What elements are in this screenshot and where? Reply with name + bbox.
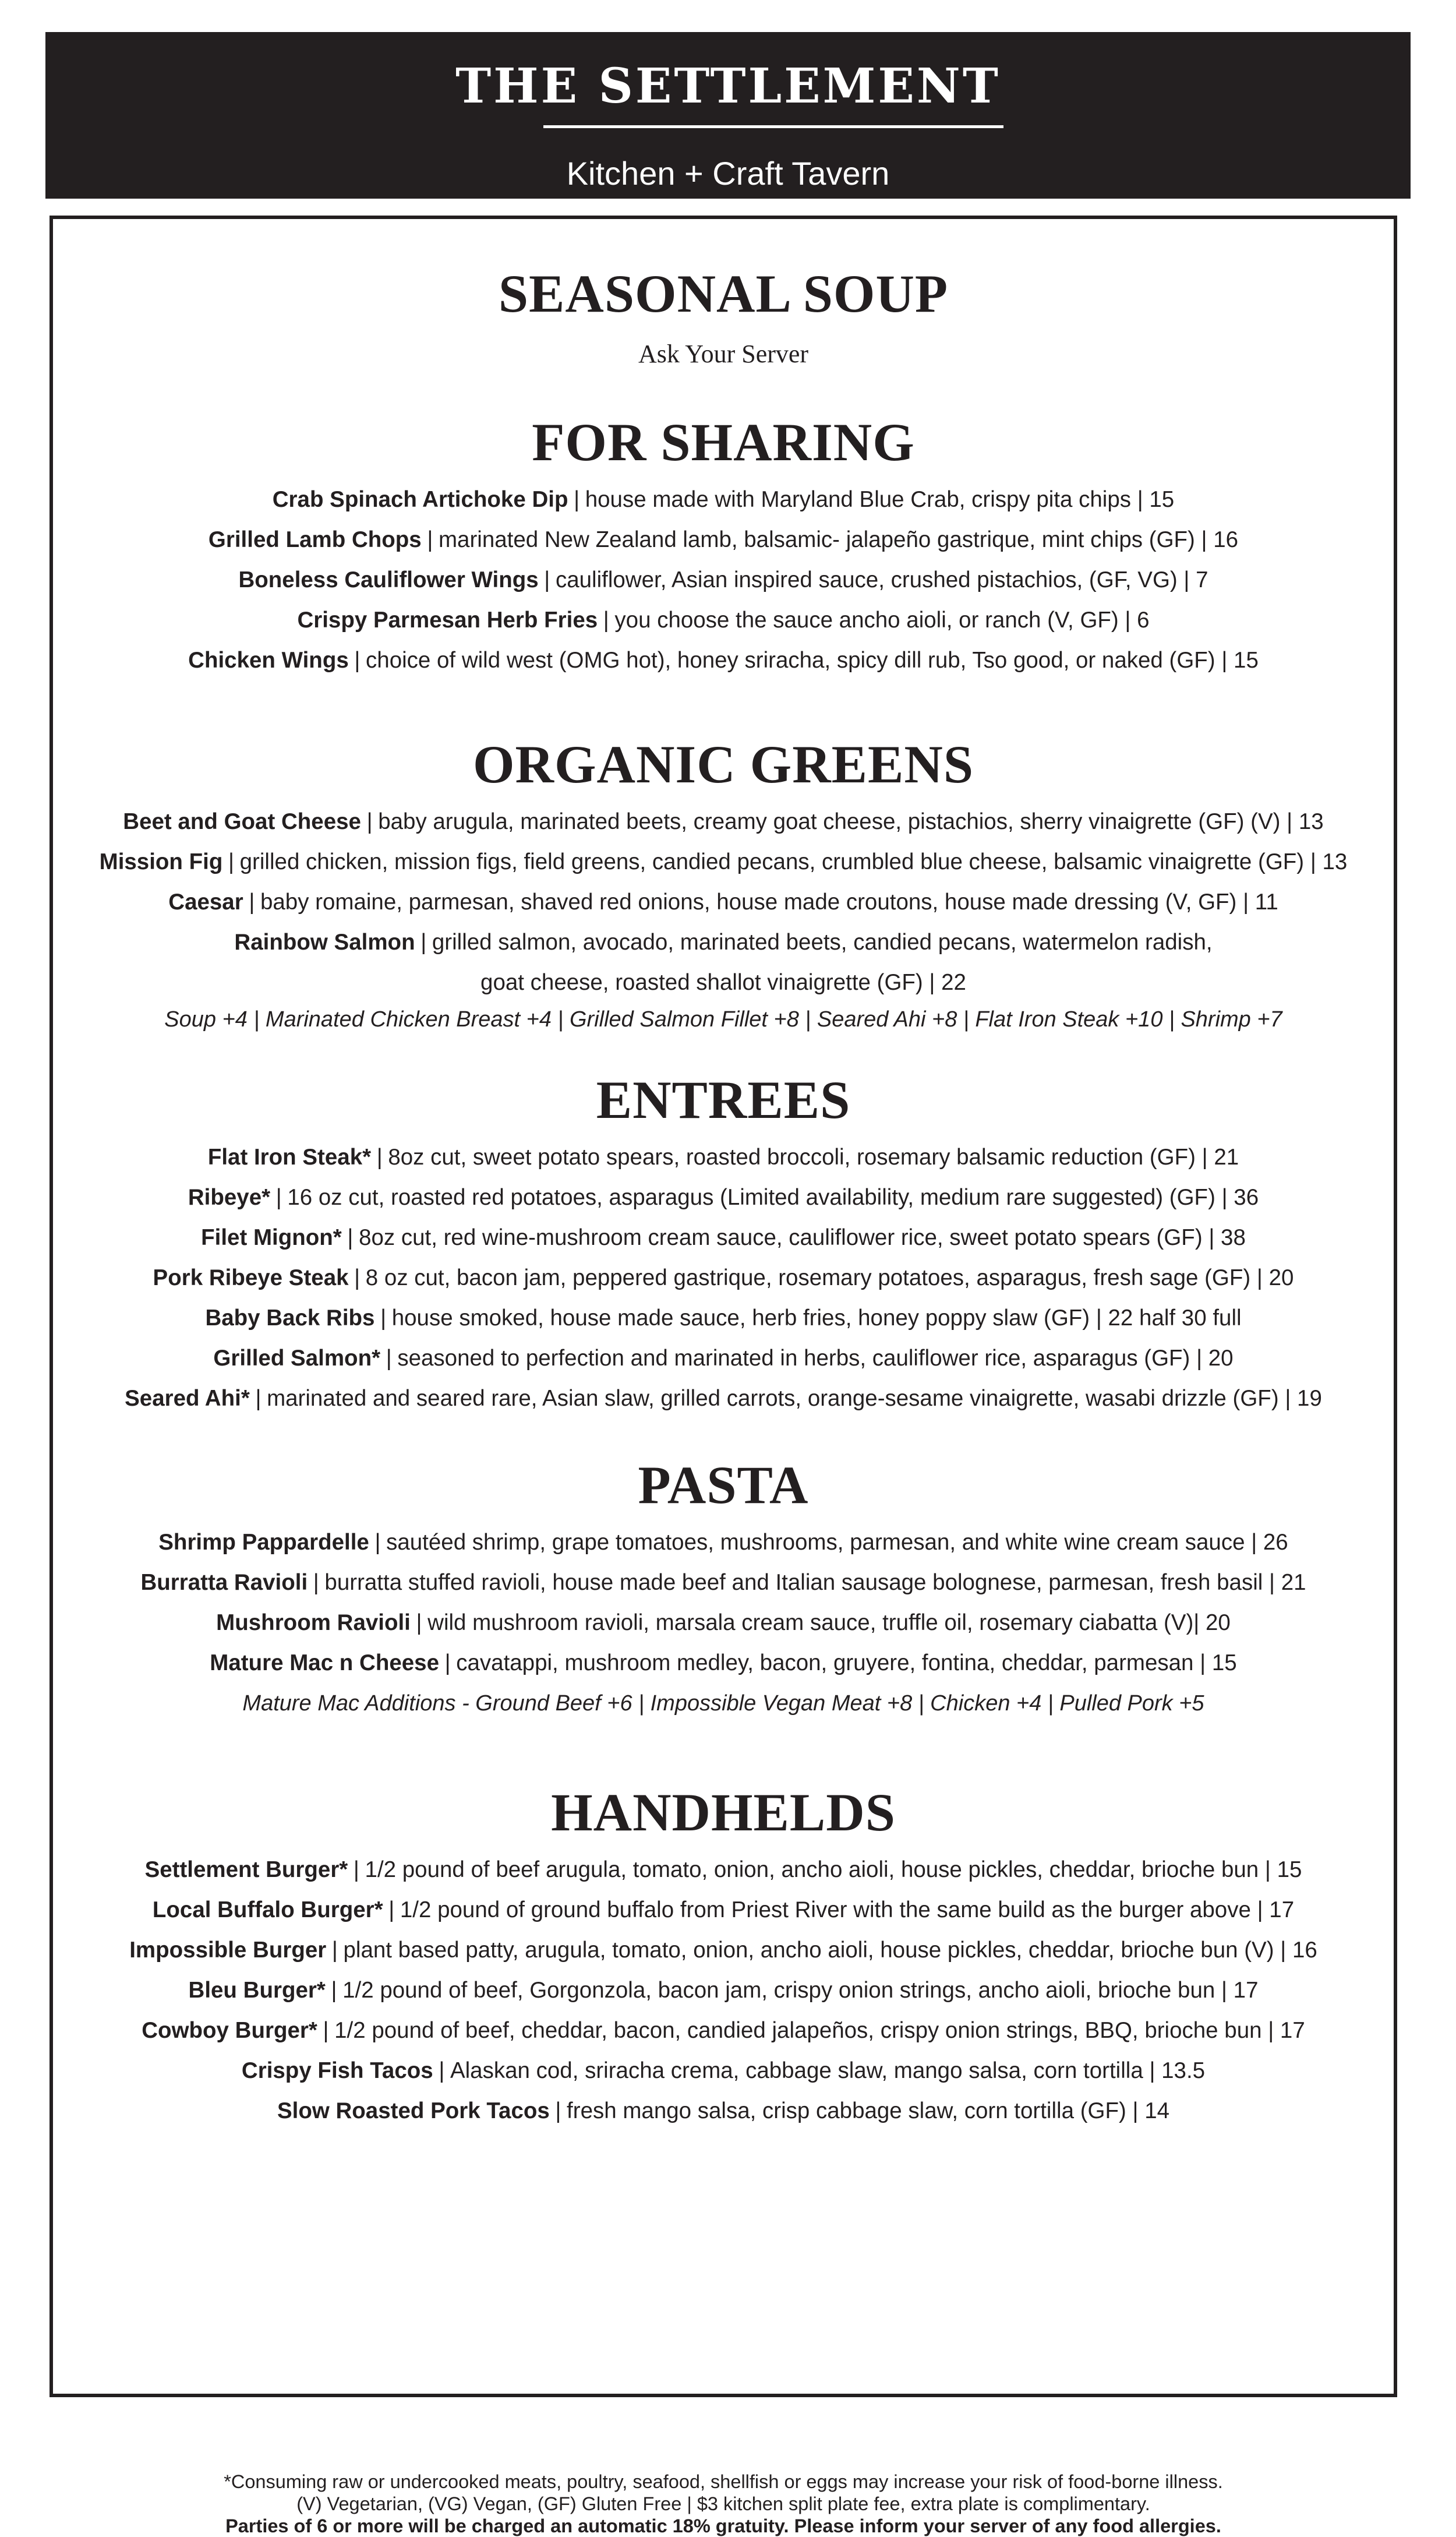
item-separator: |	[255, 1386, 261, 1411]
item-separator: |	[439, 2058, 445, 2083]
item-separator: |	[354, 1265, 361, 1290]
item-separator: |	[380, 1305, 387, 1331]
item-name: Ribeye*	[188, 1185, 271, 1210]
section-title: FOR SHARING	[532, 412, 915, 472]
item-list	[53, 479, 1394, 680]
item-separator: |	[376, 1145, 383, 1170]
menu-item	[53, 1258, 1394, 1298]
section-title: SEASONAL SOUP	[498, 264, 949, 323]
menu-item	[53, 1137, 1394, 1177]
item-separator: |	[427, 527, 433, 552]
item-separator: |	[555, 2098, 561, 2123]
item-description: choice of wild west (OMG hot), honey sriracha, spicy dill rub, Tso good, or naked (GF) | 15	[366, 648, 1259, 673]
item-description: Alaskan cod, sriracha crema, cabbage slaw, mango salsa, corn tortilla | 13.5	[450, 2058, 1206, 2083]
section-entrees	[53, 1070, 1394, 1419]
item-description: house smoked, house made sauce, herb fries, honey poppy slaw (GF) | 22 half 30 full	[391, 1305, 1242, 1331]
item-name: Local Buffalo Burger*	[152, 1897, 383, 1922]
item-name: Mushroom Ravioli	[216, 1610, 411, 1635]
item-name: Mature Mac n Cheese	[210, 1650, 439, 1675]
restaurant-name: THE SETTLEMENT	[455, 58, 1001, 114]
item-name: Impossible Burger	[129, 1938, 327, 1963]
item-description: seasoned to perfection and marinated in herbs, cauliflower rice, asparagus (GF) | 20	[397, 1346, 1234, 1371]
item-name: Bleu Burger*	[188, 1978, 326, 2003]
item-separator: |	[366, 809, 373, 834]
menu-item	[53, 842, 1394, 882]
item-separator: |	[228, 849, 235, 874]
item-description: 8 oz cut, bacon jam, peppered gastrique, rosemary potatoes, asparagus, fresh sage (GF) | 20	[365, 1265, 1294, 1290]
item-separator: |	[416, 1610, 422, 1635]
item-name: Caesar	[168, 890, 243, 915]
item-separator: |	[323, 2018, 329, 2043]
section-seasonal-soup	[53, 264, 1394, 369]
menu-item	[53, 479, 1394, 520]
item-description: 8oz cut, sweet potato spears, roasted broccoli, rosemary balsamic reduction (GF) | 21	[388, 1145, 1239, 1170]
item-description: cavatappi, mushroom medley, bacon, gruyere, fontina, cheddar, parmesan | 15	[456, 1650, 1237, 1675]
item-description: grilled salmon, avocado, marinated beets, candied pecans, watermelon radish,	[432, 930, 1213, 955]
menu-item	[53, 1643, 1394, 1683]
item-description: grilled chicken, mission figs, field greens, candied pecans, crumbled blue cheese, balsamic vinaigrette (GF) | 13	[239, 849, 1348, 874]
item-description: you choose the sauce ancho aioli, or ranch (V, GF) | 6	[614, 608, 1150, 633]
item-name: Chicken Wings	[188, 648, 349, 673]
item-description: 1/2 pound of beef arugula, tomato, onion, ancho aioli, house pickles, cheddar, brioche bun | 15	[365, 1857, 1302, 1882]
menu-item	[53, 1603, 1394, 1643]
item-description: 8oz cut, red wine-mushroom cream sauce, cauliflower rice, sweet potato spears (GF) | 38	[359, 1225, 1246, 1250]
menu-footer	[53, 2471, 1394, 2537]
menu-item	[53, 802, 1394, 842]
item-description: baby arugula, marinated beets, creamy goat cheese, pistachios, sherry vinaigrette (GF) (V) | 13	[378, 809, 1324, 834]
section-handhelds	[53, 1783, 1394, 2131]
item-separator: |	[388, 1897, 395, 1922]
item-description: marinated and seared rare, Asian slaw, grilled carrots, orange-sesame vinaigrette, wasabi drizzle (GF) | 19	[267, 1386, 1322, 1411]
item-description: 1/2 pound of beef, Gorgonzola, bacon jam, crispy onion strings, ancho aioli, brioche bun | 17	[342, 1978, 1259, 2003]
menu-item	[53, 2091, 1394, 2131]
item-separator: |	[275, 1185, 282, 1210]
menu-item	[53, 1298, 1394, 1338]
item-description: house made with Maryland Blue Crab, crispy pita chips | 15	[585, 487, 1175, 512]
menu-item	[53, 1850, 1394, 1890]
item-name: Rainbow Salmon	[234, 930, 415, 955]
item-separator: |	[420, 930, 427, 955]
diet-legend: (V) Vegetarian, (VG) Vegan, (GF) Gluten Free | $3 kitchen split plate fee, extra plate is complimentary.	[296, 2493, 1150, 2514]
item-name: Crispy Fish Tacos	[241, 2058, 433, 2083]
item-name: Filet Mignon*	[201, 1225, 342, 1250]
item-name: Burratta Ravioli	[140, 1570, 308, 1595]
section-title: ORGANIC GREENS	[472, 735, 974, 794]
menu-item	[53, 600, 1394, 640]
item-name: Shrimp Pappardelle	[158, 1530, 369, 1555]
menu-item	[53, 1930, 1394, 1970]
section-for-sharing	[53, 412, 1394, 680]
menu-item	[53, 2051, 1394, 2091]
section-organic-greens	[53, 735, 1394, 1032]
item-continuation: goat cheese, roasted shallot vinaigrette (GF) | 22	[480, 970, 966, 995]
section-title: HANDHELDS	[551, 1783, 896, 1842]
item-name: Mission Fig	[99, 849, 223, 874]
menu-item	[53, 1522, 1394, 1562]
pasta-addons: Mature Mac Additions - Ground Beef +6 | Impossible Vegan Meat +8 | Chicken +4 | Pulled Pork +5	[242, 1691, 1204, 1716]
item-separator: |	[444, 1650, 451, 1675]
section-title: ENTREES	[596, 1070, 851, 1130]
item-separator: |	[353, 1857, 359, 1882]
item-separator: |	[313, 1570, 319, 1595]
item-name: Settlement Burger*	[144, 1857, 348, 1882]
section-pasta	[53, 1455, 1394, 1716]
menu-item	[53, 520, 1394, 560]
item-separator: |	[574, 487, 580, 512]
item-list	[53, 802, 1394, 962]
item-separator: |	[374, 1530, 381, 1555]
menu-item	[53, 922, 1394, 962]
header-divider	[543, 125, 1003, 128]
item-name: Baby Back Ribs	[205, 1305, 375, 1331]
item-name: Seared Ahi*	[125, 1386, 250, 1411]
item-separator: |	[347, 1225, 354, 1250]
item-name: Crab Spinach Artichoke Dip	[272, 487, 568, 512]
menu-item	[53, 1970, 1394, 2010]
item-description: fresh mango salsa, crisp cabbage slaw, corn tortilla (GF) | 14	[567, 2098, 1170, 2123]
menu-item	[53, 882, 1394, 922]
item-name: Flat Iron Steak*	[207, 1145, 372, 1170]
item-name: Cowboy Burger*	[142, 2018, 317, 2043]
menu-item	[53, 560, 1394, 600]
item-description: baby romaine, parmesan, shaved red onions, house made croutons, house made dressing (V, GF) | 11	[260, 890, 1278, 915]
item-name: Slow Roasted Pork Tacos	[277, 2098, 550, 2123]
item-description: sautéed shrimp, grape tomatoes, mushrooms, parmesan, and white wine cream sauce | 26	[386, 1530, 1288, 1555]
restaurant-tagline: Kitchen + Craft Tavern	[566, 155, 890, 192]
item-name: Crispy Parmesan Herb Fries	[297, 608, 598, 633]
menu-item	[53, 640, 1394, 680]
item-name: Beet and Goat Cheese	[123, 809, 361, 834]
item-name: Pork Ribeye Steak	[153, 1265, 349, 1290]
menu-frame	[50, 216, 1397, 2536]
item-list	[53, 1850, 1394, 2131]
item-description: 1/2 pound of ground buffalo from Priest River with the same build as the burger above | 17	[400, 1897, 1295, 1922]
menu-item	[53, 1890, 1394, 1930]
item-separator: |	[544, 567, 550, 592]
menu-item	[53, 1338, 1394, 1378]
item-description: 1/2 pound of beef, cheddar, bacon, candied jalapeños, crispy onion strings, BBQ, brioche bun | 17	[334, 2018, 1305, 2043]
item-list	[53, 1137, 1394, 1419]
salad-addons: Soup +4 | Marinated Chicken Breast +4 | Grilled Salmon Fillet +8 | Seared Ahi +8 | Flat Iron Steak +10 | Shrimp +7	[164, 1007, 1282, 1032]
menu-item	[53, 2010, 1394, 2051]
menu-item	[53, 1378, 1394, 1419]
soup-note: Ask Your Server	[638, 340, 809, 368]
item-name: Boneless Cauliflower Wings	[238, 567, 539, 592]
menu-item	[53, 1218, 1394, 1258]
menu-header	[45, 32, 1411, 199]
item-description: cauliflower, Asian inspired sauce, crushed pistachios, (GF, VG) | 7	[555, 567, 1208, 592]
item-separator: |	[331, 1938, 338, 1963]
item-separator: |	[249, 890, 255, 915]
item-separator: |	[386, 1346, 392, 1371]
item-separator: |	[331, 1978, 337, 2003]
item-description: plant based patty, arugula, tomato, onion, ancho aioli, house pickles, cheddar, brioche bun (V) | 16	[343, 1938, 1317, 1963]
item-name: Grilled Lamb Chops	[208, 527, 422, 552]
item-name: Grilled Salmon*	[213, 1346, 381, 1371]
gratuity-notice: Parties of 6 or more will be charged an automatic 18% gratuity. Please inform your server of any food allergies.	[225, 2515, 1221, 2536]
item-description: marinated New Zealand lamb, balsamic- jalapeño gastrique, mint chips (GF) | 16	[438, 527, 1239, 552]
item-separator: |	[354, 648, 361, 673]
item-description: burratta stuffed ravioli, house made beef and Italian sausage bolognese, parmesan, fresh basil | 21	[324, 1570, 1306, 1595]
section-title: PASTA	[638, 1455, 809, 1515]
item-separator: |	[603, 608, 609, 633]
menu-item	[53, 1177, 1394, 1218]
item-list	[53, 1522, 1394, 1683]
menu-item	[53, 1562, 1394, 1603]
health-advisory: *Consuming raw or undercooked meats, poultry, seafood, shellfish or eggs may increase your risk of food-borne illness.	[224, 2471, 1223, 2492]
item-description: wild mushroom ravioli, marsala cream sauce, truffle oil, rosemary ciabatta (V)| 20	[427, 1610, 1231, 1635]
item-description: 16 oz cut, roasted red potatoes, asparagus (Limited availability, medium rare suggested) (GF) | 36	[287, 1185, 1259, 1210]
